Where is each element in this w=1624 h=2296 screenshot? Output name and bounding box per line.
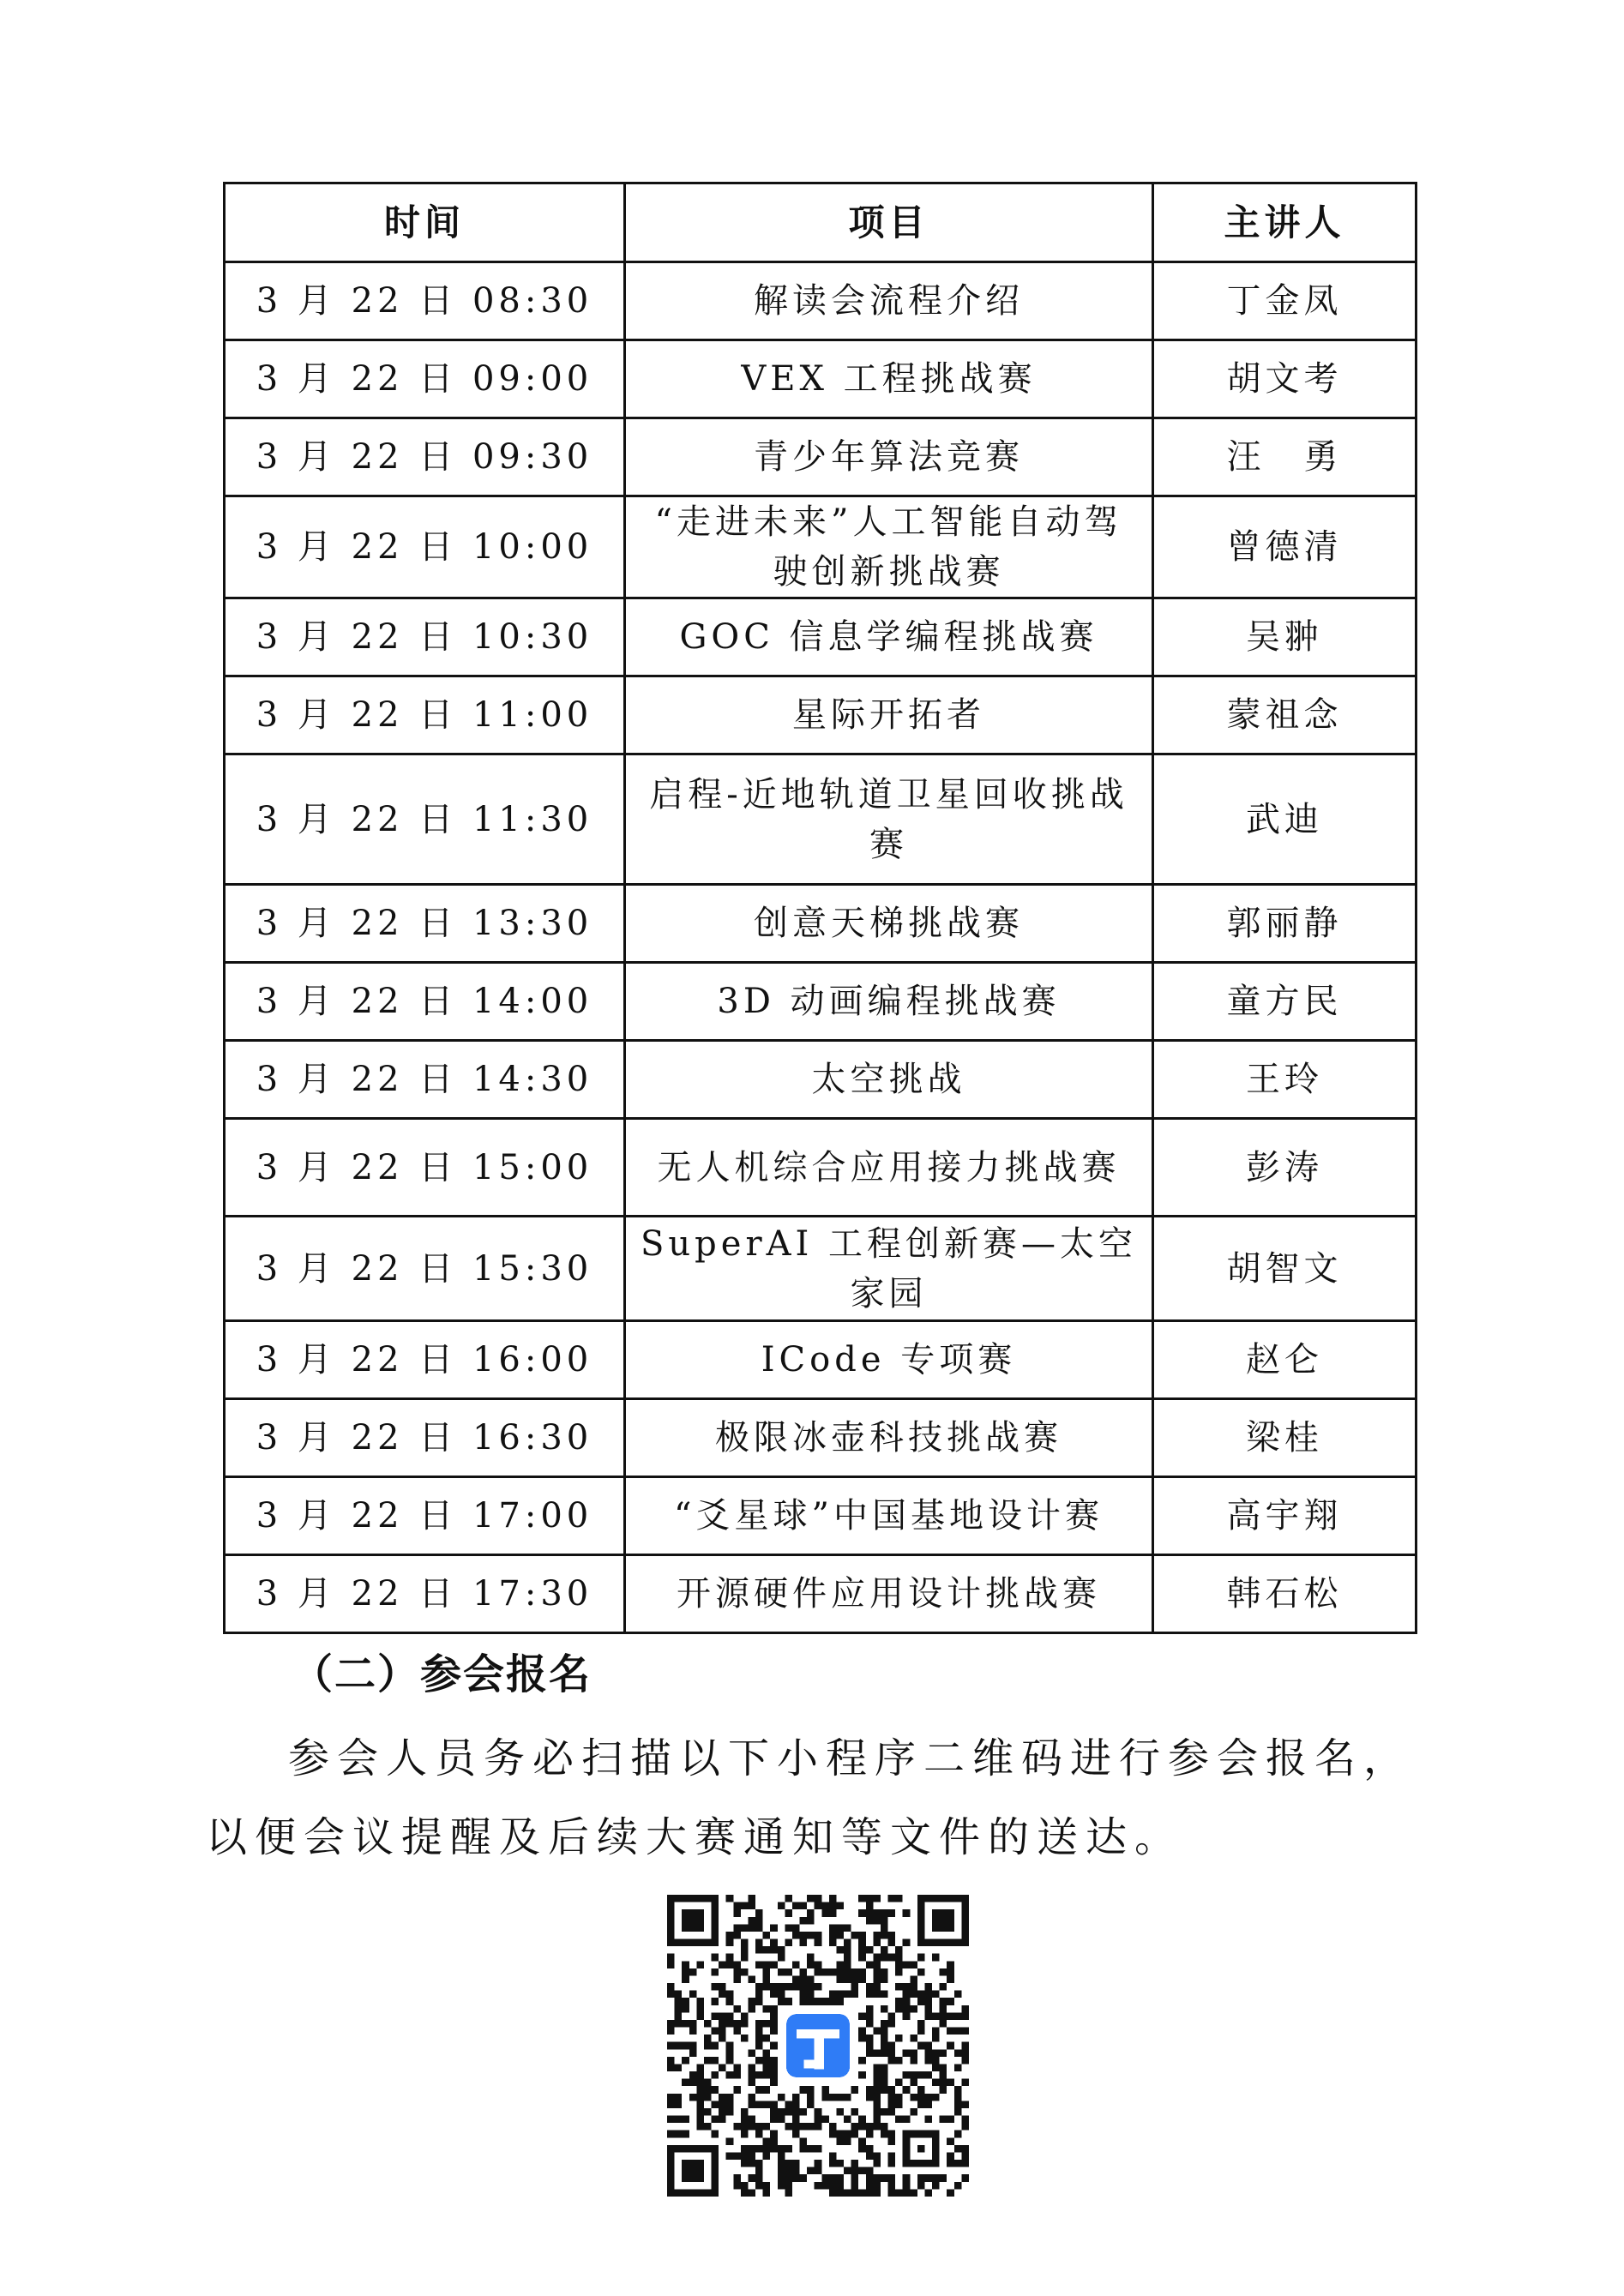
cell-item: 星际开拓者 <box>625 676 1153 754</box>
cell-time: 3 月 22 日 14:30 <box>225 1041 625 1119</box>
table-header-row <box>225 183 1416 262</box>
table-row <box>225 885 1416 963</box>
app-logo-icon <box>781 2009 855 2083</box>
cell-item: VEX 工程挑战赛 <box>625 340 1153 418</box>
table-row <box>225 676 1416 754</box>
cell-speaker: 赵仑 <box>1153 1321 1416 1399</box>
cell-item: 3D 动画编程挑战赛 <box>625 963 1153 1041</box>
header-time: 时间 <box>225 183 625 262</box>
qr-code[interactable] <box>667 1895 969 2197</box>
table-row <box>225 1217 1416 1321</box>
table-row <box>225 1399 1416 1477</box>
table-row <box>225 1119 1416 1217</box>
cell-speaker: 吴翀 <box>1153 598 1416 676</box>
cell-item: 无人机综合应用接力挑战赛 <box>625 1119 1153 1217</box>
cell-item: 青少年算法竞赛 <box>625 418 1153 496</box>
table-row <box>225 963 1416 1041</box>
cell-item: 启程-近地轨道卫星回收挑战赛 <box>625 754 1153 885</box>
cell-speaker: 彭涛 <box>1153 1119 1416 1217</box>
cell-time: 3 月 22 日 08:30 <box>225 262 625 340</box>
cell-speaker: 汪 勇 <box>1153 418 1416 496</box>
cell-speaker: 童方民 <box>1153 963 1416 1041</box>
cell-item: “爻星球”中国基地设计赛 <box>625 1477 1153 1555</box>
cell-time: 3 月 22 日 10:30 <box>225 598 625 676</box>
cell-item: 解读会流程介绍 <box>625 262 1153 340</box>
cell-speaker: 郭丽静 <box>1153 885 1416 963</box>
cell-speaker: 胡智文 <box>1153 1217 1416 1321</box>
cell-time: 3 月 22 日 13:30 <box>225 885 625 963</box>
header-speaker: 主讲人 <box>1153 183 1416 262</box>
qr-finder-bottom-left <box>667 2145 719 2197</box>
cell-time: 3 月 22 日 14:00 <box>225 963 625 1041</box>
cell-time: 3 月 22 日 11:00 <box>225 676 625 754</box>
table-row <box>225 496 1416 598</box>
table-row <box>225 418 1416 496</box>
cell-speaker: 王玲 <box>1153 1041 1416 1119</box>
qr-finder-top-right <box>917 1895 969 1946</box>
cell-speaker: 梁桂 <box>1153 1399 1416 1477</box>
cell-item: SuperAI 工程创新赛—太空家园 <box>625 1217 1153 1321</box>
table-row <box>225 1555 1416 1633</box>
cell-time: 3 月 22 日 16:30 <box>225 1399 625 1477</box>
cell-item: 创意天梯挑战赛 <box>625 885 1153 963</box>
cell-time: 3 月 22 日 16:00 <box>225 1321 625 1399</box>
cell-time: 3 月 22 日 11:30 <box>225 754 625 885</box>
cell-speaker: 高宇翔 <box>1153 1477 1416 1555</box>
cell-item: 太空挑战 <box>625 1041 1153 1119</box>
cell-speaker: 武迪 <box>1153 754 1416 885</box>
cell-speaker: 胡文考 <box>1153 340 1416 418</box>
cell-speaker: 韩石松 <box>1153 1555 1416 1633</box>
cell-speaker: 蒙祖念 <box>1153 676 1416 754</box>
table-row <box>225 262 1416 340</box>
schedule-table <box>223 182 1417 1634</box>
table-row <box>225 754 1416 885</box>
cell-time: 3 月 22 日 17:30 <box>225 1555 625 1633</box>
cell-item: ICode 专项赛 <box>625 1321 1153 1399</box>
cell-time: 3 月 22 日 10:00 <box>225 496 625 598</box>
cell-item: “走进未来”人工智能自动驾驶创新挑战赛 <box>625 496 1153 598</box>
qr-alignment <box>903 2131 940 2167</box>
section-paragraph: 参会人员务必扫描以下小程序二维码进行参会报名，以便会议提醒及后续大赛通知等文件的送达。 <box>206 1734 1413 1861</box>
table-row <box>225 340 1416 418</box>
cell-time: 3 月 22 日 17:00 <box>225 1477 625 1555</box>
table-row <box>225 1477 1416 1555</box>
qr-finder-top-left <box>667 1895 719 1946</box>
qr-code-icon <box>667 1895 969 2197</box>
table-row <box>225 1041 1416 1119</box>
table-row <box>225 1321 1416 1399</box>
section-heading: （二）参会报名 <box>292 1650 592 1698</box>
cell-item: 极限冰壶科技挑战赛 <box>625 1399 1153 1477</box>
cell-item: GOC 信息学编程挑战赛 <box>625 598 1153 676</box>
cell-item: 开源硬件应用设计挑战赛 <box>625 1555 1153 1633</box>
cell-speaker: 丁金凤 <box>1153 262 1416 340</box>
cell-time: 3 月 22 日 15:00 <box>225 1119 625 1217</box>
cell-time: 3 月 22 日 09:30 <box>225 418 625 496</box>
cell-time: 3 月 22 日 15:30 <box>225 1217 625 1321</box>
cell-time: 3 月 22 日 09:00 <box>225 340 625 418</box>
cell-speaker: 曾德清 <box>1153 496 1416 598</box>
table-row <box>225 598 1416 676</box>
header-item: 项目 <box>625 183 1153 262</box>
